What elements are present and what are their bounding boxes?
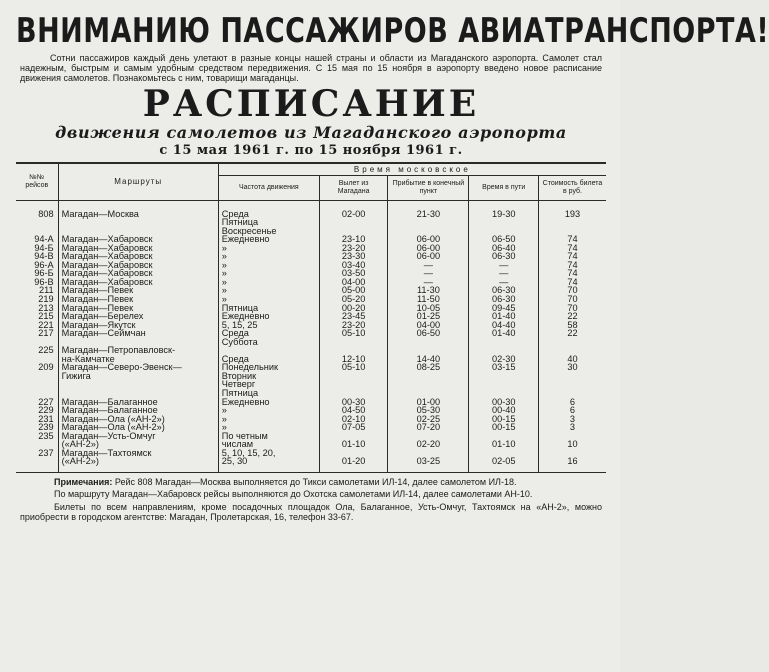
table-row — [16, 329, 606, 338]
cell-cost: 16 — [538, 457, 606, 466]
cell-arrival: 05-30 — [388, 406, 469, 415]
cell-flight: 211 — [38, 285, 54, 296]
cell-arrival: 08-25 — [388, 363, 469, 372]
cell-travel: — — [469, 269, 539, 278]
cell-arrival: — — [388, 278, 469, 287]
cell-frequency: числам — [218, 440, 319, 449]
cell-arrival: 02-25 — [388, 415, 469, 424]
header-departure: Вылет из Магадана — [319, 176, 387, 201]
cell-departure — [319, 218, 387, 227]
cell-route: Магадан—Тахтоямск — [58, 449, 218, 458]
cell-flight: 209 — [38, 362, 54, 373]
cell-flight: 96-Б — [34, 268, 54, 279]
cell-cost: 74 — [538, 244, 606, 253]
table-spacer-row — [16, 466, 606, 472]
cell-route: Магадан—Сеймчан — [58, 329, 218, 338]
cell-route: Магадан—Балаганное — [58, 398, 218, 407]
cell-departure: 00-30 — [319, 398, 387, 407]
cell-route: Гижига — [58, 372, 218, 381]
cell-arrival: 11-50 — [388, 295, 469, 304]
cell-arrival: 01-00 — [388, 398, 469, 407]
cell-departure: 01-20 — [319, 457, 387, 466]
cell-route: Магадан—Певек — [58, 304, 218, 313]
cell-frequency: Четверг — [218, 380, 319, 389]
cell-cost: 22 — [538, 329, 606, 338]
cell-arrival: 14-40 — [388, 355, 469, 364]
header-route: Маршруты — [58, 164, 218, 201]
cell-travel: 06-30 — [469, 286, 539, 295]
cell-frequency: Воскресенье — [218, 227, 319, 236]
cell-cost: 74 — [538, 235, 606, 244]
cell-flight: 219 — [38, 294, 54, 305]
schedule-table — [16, 163, 606, 472]
cell-route: Магадан—Хабаровск — [58, 235, 218, 244]
cell-flight: 94-Б — [34, 242, 54, 253]
cell-frequency: » — [218, 244, 319, 253]
cell-frequency: 5, 15, 25 — [218, 321, 319, 330]
cell-travel: 01-40 — [469, 329, 539, 338]
cell-departure: 05-10 — [319, 329, 387, 338]
cell-route: Магадан—Балаганное — [58, 406, 218, 415]
cell-travel: — — [469, 261, 539, 270]
cell-cost — [538, 218, 606, 227]
cell-route — [58, 218, 218, 227]
cell-arrival: 10-05 — [388, 304, 469, 313]
cell-flight: 237 — [38, 447, 54, 458]
cell-frequency: » — [218, 415, 319, 424]
cell-departure: 01-10 — [319, 440, 387, 449]
cell-route: Магадан—Хабаровск — [58, 244, 218, 253]
notes-section — [20, 477, 602, 523]
cell-arrival: 21-30 — [388, 210, 469, 219]
cell-frequency: Пятница — [218, 389, 319, 398]
cell-route: Магадан—Певек — [58, 295, 218, 304]
cell-cost: 70 — [538, 295, 606, 304]
cell-departure: 07-05 — [319, 423, 387, 432]
cell-frequency: 5, 10, 15, 20, — [218, 449, 319, 458]
cell-travel — [469, 218, 539, 227]
table-row — [16, 457, 606, 466]
cell-travel: — — [469, 278, 539, 287]
table-row — [16, 363, 606, 372]
table-row — [16, 449, 606, 458]
cell-cost: 74 — [538, 252, 606, 261]
cell-travel: 19-30 — [469, 210, 539, 219]
cell-frequency: Пятница — [218, 304, 319, 313]
note-3: Билеты по всем направлениям, кроме посадочных площадок Ола, Балаганное, Усть-Омчуг, Тахтоямск на «АН-2», можно приобрести в городском агентстве: Магадан, Пролетарская, 16, телефон 33-67. — [20, 501, 602, 523]
cell-departure: 00-20 — [319, 304, 387, 313]
cell-frequency: Ежедневно — [218, 235, 319, 244]
cell-departure: 03-50 — [319, 269, 387, 278]
cell-departure — [319, 380, 387, 389]
cell-travel: 09-45 — [469, 304, 539, 313]
cell-cost — [538, 338, 606, 347]
cell-frequency: Суббота — [218, 338, 319, 347]
cell-flight: 235 — [38, 430, 54, 441]
cell-flight: 227 — [38, 396, 54, 407]
table-row — [16, 432, 606, 441]
schedule-body — [16, 201, 606, 472]
cell-frequency: » — [218, 295, 319, 304]
cell-frequency: Ежедневно — [218, 312, 319, 321]
cell-arrival: 06-00 — [388, 252, 469, 261]
spacer-cell — [218, 466, 319, 472]
cell-cost: 58 — [538, 321, 606, 330]
intro-paragraph: Сотни пассажиров каждый день улетают в разные концы нашей страны и области из Магаданского аэропорта. Самолет стал надежным, быстрым и самым удобным средством передвижения. С 15 мая по 15 ноября в аэропорту введено новое расписание движения самолетов. Познакомьтесь с ним, товарищи магаданцы. — [20, 53, 602, 83]
cell-travel: 00-40 — [469, 406, 539, 415]
cell-travel: 06-40 — [469, 244, 539, 253]
cell-frequency: Среда — [218, 210, 319, 219]
cell-travel — [469, 338, 539, 347]
cell-travel: 02-30 — [469, 355, 539, 364]
cell-route: («АН-2») — [58, 440, 218, 449]
cell-departure: 23-10 — [319, 235, 387, 244]
cell-departure — [319, 372, 387, 381]
cell-flight: 221 — [38, 319, 54, 330]
header-flight: №№ рейсов — [16, 164, 58, 201]
cell-departure: 23-20 — [319, 244, 387, 253]
cell-departure: 23-30 — [319, 252, 387, 261]
cell-arrival: 07-20 — [388, 423, 469, 432]
cell-cost: 70 — [538, 286, 606, 295]
cell-arrival: 06-50 — [388, 329, 469, 338]
cell-flight: 229 — [38, 405, 54, 416]
cell-departure: 23-45 — [319, 312, 387, 321]
cell-arrival: 02-20 — [388, 440, 469, 449]
cell-frequency: » — [218, 252, 319, 261]
cell-cost: 40 — [538, 355, 606, 364]
cell-route: («АН-2») — [58, 457, 218, 466]
cell-route — [58, 380, 218, 389]
cell-departure — [319, 338, 387, 347]
table-row — [16, 372, 606, 381]
cell-flight: 94-А — [34, 234, 54, 245]
header-frequency: Частота движения — [218, 176, 319, 201]
cell-arrival: 01-25 — [388, 312, 469, 321]
table-row — [16, 210, 606, 219]
cell-travel: 00-15 — [469, 415, 539, 424]
cell-cost — [538, 372, 606, 381]
cell-departure: 12-10 — [319, 355, 387, 364]
cell-cost: 74 — [538, 278, 606, 287]
spacer-cell — [388, 466, 469, 472]
cell-frequency: » — [218, 406, 319, 415]
note-2: По маршруту Магадан—Хабаровск рейсы выполняются до Охотска самолетами ИЛ-14, далее самолетами АН-10. — [54, 489, 533, 500]
cell-cost: 22 — [538, 312, 606, 321]
cell-route: Магадан—Петропавловск- — [58, 346, 218, 355]
cell-flight: 215 — [38, 311, 54, 322]
cell-route: Магадан—Берелех — [58, 312, 218, 321]
schedule-subtitle: движения самолетов из Магаданского аэропорта — [55, 123, 567, 142]
table-row — [16, 218, 606, 227]
cell-departure: 02-00 — [319, 210, 387, 219]
cell-route: Магадан—Певек — [58, 286, 218, 295]
cell-cost: 74 — [538, 269, 606, 278]
cell-route: Магадан—Москва — [58, 210, 218, 219]
cell-departure: 04-50 — [319, 406, 387, 415]
cell-frequency: Среда — [218, 329, 319, 338]
cell-flight — [16, 380, 58, 389]
cell-flight — [16, 372, 58, 381]
cell-departure: 05-00 — [319, 286, 387, 295]
cell-cost: 3 — [538, 423, 606, 432]
cell-travel: 00-15 — [469, 423, 539, 432]
schedule-period: с 15 мая 1961 г. по 15 ноября 1961 г. — [159, 143, 463, 158]
table-row — [16, 380, 606, 389]
spacer-cell — [58, 466, 218, 472]
cell-departure: 05-10 — [319, 363, 387, 372]
cell-flight: 213 — [38, 302, 54, 313]
cell-arrival — [388, 218, 469, 227]
cell-arrival: — — [388, 269, 469, 278]
header-arrival: Прибытие в конечный пункт — [388, 176, 469, 201]
cell-arrival: — — [388, 261, 469, 270]
cell-frequency: По четным — [218, 432, 319, 441]
cell-route: Магадан—Ола («АН-2») — [58, 415, 218, 424]
cell-cost: 6 — [538, 406, 606, 415]
cell-departure: 23-20 — [319, 321, 387, 330]
note-1: Рейс 808 Магадан—Москва выполняется до Тикси самолетами ИЛ-14, далее самолетом ИЛ-18. — [114, 476, 517, 487]
cell-flight: 96-В — [34, 276, 54, 287]
cell-frequency: 25, 30 — [218, 457, 319, 466]
cell-flight: 94-В — [34, 251, 54, 262]
cell-arrival — [388, 372, 469, 381]
cell-frequency: » — [218, 261, 319, 270]
cell-travel: 03-15 — [469, 363, 539, 372]
cell-cost: 30 — [538, 363, 606, 372]
cell-frequency: » — [218, 423, 319, 432]
cell-frequency: Ежедневно — [218, 398, 319, 407]
spacer-cell — [469, 466, 539, 472]
cell-route: Магадан—Хабаровск — [58, 269, 218, 278]
cell-arrival: 03-25 — [388, 457, 469, 466]
cell-cost: 70 — [538, 304, 606, 313]
cell-departure: 05-20 — [319, 295, 387, 304]
cell-cost: 193 — [538, 210, 606, 219]
cell-flight — [16, 218, 58, 227]
cell-route: Магадан—Хабаровск — [58, 252, 218, 261]
cell-route: Магадан—Ола («АН-2») — [58, 423, 218, 432]
cell-departure: 04-00 — [319, 278, 387, 287]
headline: ВНИМАНИЮ ПАССАЖИРОВ АВИАТРАНСПОРТА! — [16, 12, 769, 51]
cell-arrival — [388, 380, 469, 389]
cell-flight: 808 — [38, 208, 54, 219]
cell-arrival: 06-00 — [388, 235, 469, 244]
cell-travel: 00-30 — [469, 398, 539, 407]
cell-flight — [16, 457, 58, 466]
notes-lead: Примечания: — [54, 476, 113, 487]
cell-cost — [538, 380, 606, 389]
cell-frequency: » — [218, 269, 319, 278]
cell-frequency: » — [218, 286, 319, 295]
cell-travel: 01-10 — [469, 440, 539, 449]
cell-departure: 03-40 — [319, 261, 387, 270]
cell-frequency: » — [218, 278, 319, 287]
cell-arrival: 04-00 — [388, 321, 469, 330]
cell-cost: 3 — [538, 415, 606, 424]
cell-arrival — [388, 338, 469, 347]
cell-route: на-Камчатке — [58, 355, 218, 364]
cell-travel — [469, 380, 539, 389]
spacer-cell — [538, 466, 606, 472]
cell-frequency: Пятница — [218, 218, 319, 227]
cell-travel — [469, 372, 539, 381]
cell-arrival: 06-00 — [388, 244, 469, 253]
spacer-cell — [319, 466, 387, 472]
cell-travel: 06-50 — [469, 235, 539, 244]
header-travel: Время в пути — [469, 176, 539, 201]
cell-cost: 10 — [538, 440, 606, 449]
header-cost: Стоимость билета в руб. — [538, 176, 606, 201]
cell-departure: 02-10 — [319, 415, 387, 424]
cell-flight: 239 — [38, 422, 54, 433]
cell-frequency: Вторник — [218, 372, 319, 381]
cell-travel: 04-40 — [469, 321, 539, 330]
cell-route: Магадан—Усть-Омчуг — [58, 432, 218, 441]
cell-travel: 01-40 — [469, 312, 539, 321]
schedule-table-wrap — [16, 162, 606, 473]
cell-route: Магадан—Северо-Эвенск— — [58, 363, 218, 372]
cell-frequency: Среда — [218, 355, 319, 364]
cell-travel: 06-30 — [469, 252, 539, 261]
cell-flight: 225 — [38, 345, 54, 356]
cell-travel: 02-05 — [469, 457, 539, 466]
cell-cost: 6 — [538, 398, 606, 407]
spacer-cell — [16, 466, 58, 472]
cell-frequency: Понедельник — [218, 363, 319, 372]
cell-flight: 217 — [38, 328, 54, 339]
cell-flight: 96-А — [34, 259, 54, 270]
cell-cost: 74 — [538, 261, 606, 270]
cell-route: Магадан—Хабаровск — [58, 278, 218, 287]
cell-route: Магадан—Якутск — [58, 321, 218, 330]
cell-flight: 231 — [38, 413, 54, 424]
header-moscow-time: Время московское — [218, 164, 606, 176]
schedule-title: РАСПИСАНИЕ — [142, 83, 480, 125]
cell-route: Магадан—Хабаровск — [58, 261, 218, 270]
cell-travel: 06-30 — [469, 295, 539, 304]
cell-arrival: 11-30 — [388, 286, 469, 295]
